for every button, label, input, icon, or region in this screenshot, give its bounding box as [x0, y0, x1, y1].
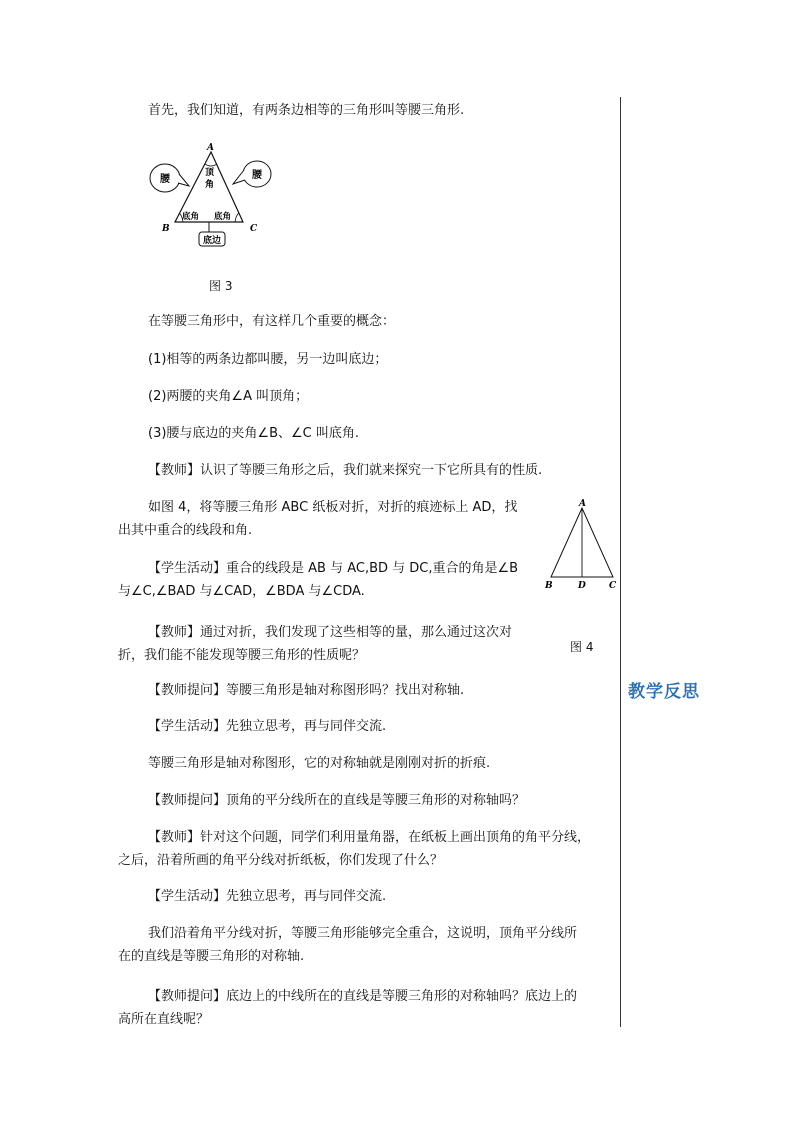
vertex-c-label: C	[609, 581, 617, 591]
paragraph-fold-line1: 如图 4，将等腰三角形 ABC 纸板对折，对折的痕迹标上 AD，找	[148, 500, 518, 515]
paragraph-student-3: 【学生活动】先独立思考，再与同伴交流.	[148, 889, 387, 904]
paragraph-student-1-line1: 【学生活动】重合的线段是 AB 与 AC,BD 与 DC,重合的角是∠B	[148, 561, 519, 576]
right-leg-label: 腰	[252, 170, 262, 181]
apex-angle-arc	[205, 164, 217, 166]
vertex-d-label: D	[578, 581, 586, 591]
paragraph-question-2: 【教师提问】顶角的平分线所在的直线是等腰三角形的对称轴吗？	[148, 793, 526, 808]
paragraph-definition: 首先，我们知道，有两条边相等的三角形叫等腰三角形.	[148, 103, 465, 118]
paragraph-conclusion-line1: 我们沿着角平分线对折，等腰三角形能够完全重合，这说明，顶角平分线所	[148, 926, 578, 941]
figure-4-caption: 图 4	[570, 640, 594, 654]
right-bubble-tail	[233, 170, 245, 184]
paragraph-teacher-1: 【教师】认识了等腰三角形之后，我们就来探究一下它所具有的性质.	[148, 463, 543, 478]
paragraph-teacher-2-line2: 折，我们能不能发现等腰三角形的性质呢？	[118, 648, 366, 663]
apex-label-1: 顶	[205, 168, 215, 178]
paragraph-fold-line2: 出其中重合的线段和角.	[118, 523, 253, 538]
paragraph-question-1: 【教师提问】等腰三角形是轴对称图形吗？找出对称轴.	[148, 683, 465, 698]
paragraph-axis-answer: 等腰三角形是轴对称图形，它的对称轴就是刚刚对折的折痕.	[148, 756, 491, 771]
paragraph-student-2: 【学生活动】先独立思考，再与同伴交流.	[148, 719, 387, 734]
paragraph-concept-3: (3)腰与底边的夹角∠B、∠C 叫底角.	[148, 426, 359, 441]
paragraph-teacher-3-line2: 之后，沿着所画的角平分线对折纸板，你们发现了什么？	[118, 853, 444, 868]
figure-3-isosceles-diagram	[145, 140, 275, 252]
reflection-label: 教学反思	[628, 682, 700, 702]
base-label: 底边	[203, 236, 222, 246]
vertex-a-label: A	[579, 499, 586, 509]
base-angle-right-label: 底角	[214, 212, 232, 222]
paragraph-conclusion-line2: 在的直线是等腰三角形的对称轴.	[118, 949, 305, 964]
base-angle-left-label: 底角	[182, 212, 200, 222]
figure-3-caption: 图 3	[209, 279, 233, 293]
apex-label-2: 角	[205, 180, 215, 190]
paragraph-teacher-3-line1: 【教师】针对这个问题，同学们利用量角器，在纸板上画出顶角的角平分线，	[148, 830, 591, 845]
left-bubble-tail	[178, 174, 189, 186]
paragraph-question-3-line2: 高所在直线呢？	[118, 1012, 210, 1027]
vertex-b-label: B	[545, 581, 553, 591]
vertex-c-label: C	[250, 224, 258, 234]
paragraph-concept-2: (2)两腰的夹角∠A 叫顶角；	[148, 389, 309, 404]
paragraph-concept-1: (1)相等的两条边都叫腰，另一边叫底边；	[148, 352, 388, 367]
figure-4-folded-triangle	[542, 496, 622, 596]
vertex-a-label: A	[207, 143, 214, 153]
paragraph-student-1-line2: 与∠C,∠BAD 与∠CAD，∠BDA 与∠CDA.	[118, 584, 365, 599]
left-leg-label: 腰	[160, 174, 170, 185]
base-angle-arc-right	[235, 213, 239, 222]
paragraph-concepts-intro: 在等腰三角形中，有这样几个重要的概念：	[148, 314, 396, 329]
paragraph-teacher-2-line1: 【教师】通过对折，我们发现了这些相等的量，那么通过这次对	[148, 625, 513, 640]
vertex-b-label: B	[162, 224, 170, 234]
paragraph-question-3-line1: 【教师提问】底边上的中线所在的直线是等腰三角形的对称轴吗？底边上的	[148, 989, 578, 1004]
